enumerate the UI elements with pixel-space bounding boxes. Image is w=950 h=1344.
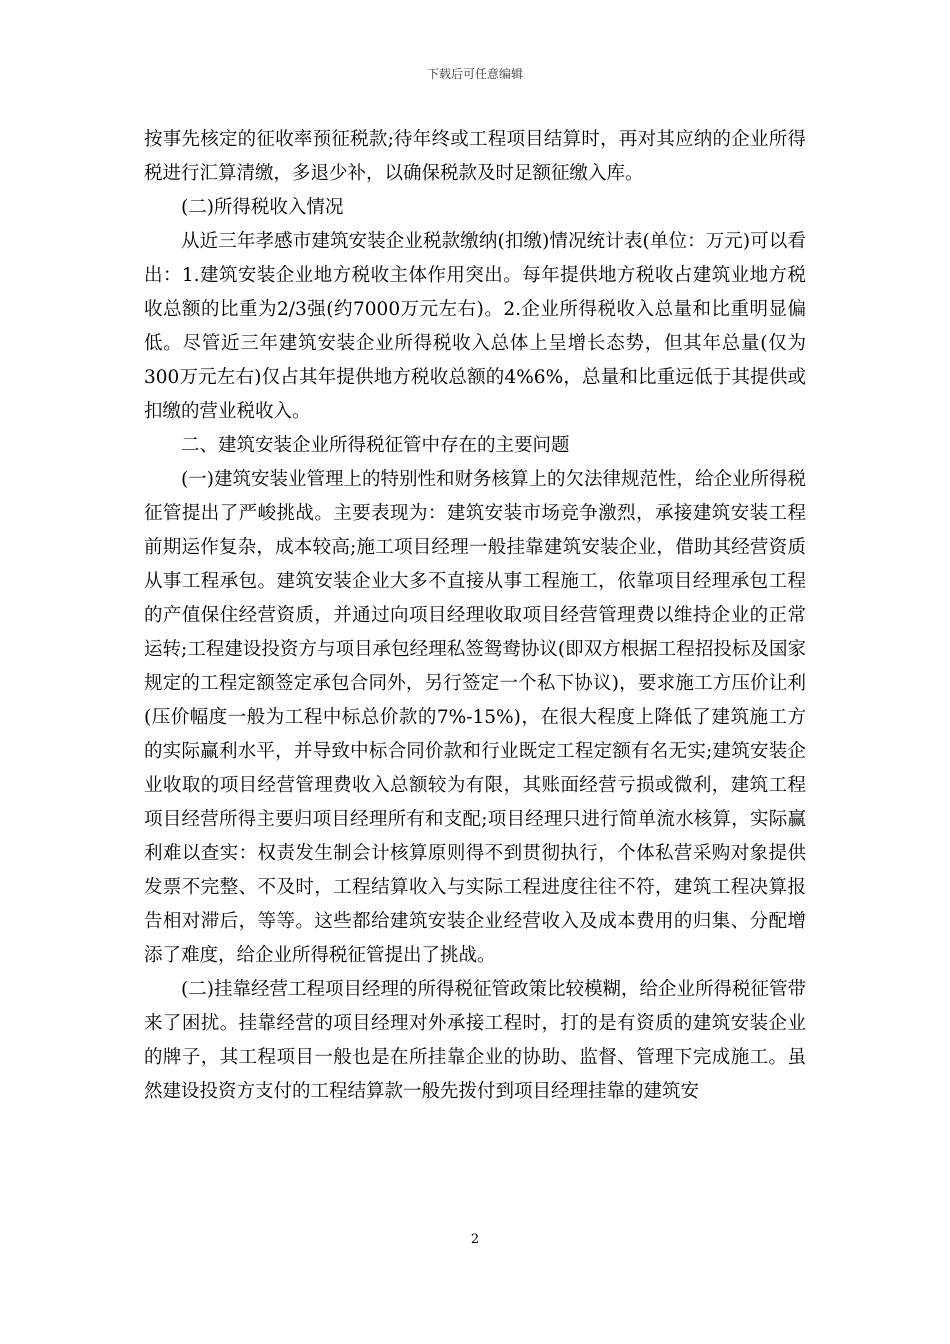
page-number: 2 <box>470 1232 480 1247</box>
section-heading-income: (二)所得税收入情况 <box>181 197 344 218</box>
paragraph-3: 从近三年孝感市建筑安装企业税款缴纳(扣缴)情况统计表(单位：万元)可以看出：1.建筑安装企业地方税收主体作用突出。每年提供地方税收占建筑业地方税收总额的比重为2/3强(约7000万元左右)。2.企业所得税收入总量和比重明显偏低。尽管近三年建筑安装企业所得税收入总体上呈增长态势，但其年总量(仅为300万元左右)仅占其年提供地方税收总额的4%6%，总量和比重远低于其提供或扣缴的营业税收入。 <box>144 231 806 422</box>
paragraph-5: (一)建筑安装业管理上的特别性和财务核算上的欠法律规范性，给企业所得税征管提出了严峻挑战。主要表现为：建筑安装市场竞争激烈，承接建筑安装工程前期运作复杂，成本较高;施工项目经理一般挂靠建筑安装企业，借助其经营资质从事工程承包。建筑安装企业大多不直接从事工程施工，依靠项目经理承包工程的产值保住经营资质，并通过向项目经理收取项目经营管理费以维持企业的正常运转;工程建设投资方与项目承包经理私签鸳鸯协议(即双方根据工程招投标及国家规定的工程定额签定承包合同外，另行签定一个私下协议)，要求施工方压价让利(压价幅度一般为工程中标总价款的7%-15%)，在很大程度上降低了建筑施工方的实际赢利水平，并导致中标合同价款和行业既定工程定额有名无实;建筑安装企业收取的项目经营管理费收入总额较为有限，其账面经营亏损或微利，建筑工程项目经营所得主要归项目经理所有和支配;项目经理只进行简单流水核算，实际赢利难以查实：权责发生制会计核算原则得不到贯彻执行，个体私营采购对象提供发票不完整、不及时，工程结算收入与实际工程进度往往不符，建筑工程决算报告相对滞后，等等。这些都给建筑安装企业经营收入及成本费用的归集、分配增添了难度，给企业所得税征管提出了挑战。 <box>144 469 806 966</box>
paragraph-1: 按事先核定的征收率预征税款;待年终或工程项目结算时，再对其应纳的企业所得税进行汇算清缴，多退少补，以确保税款及时足额征缴入库。 <box>144 129 806 184</box>
paragraph-6: (二)挂靠经营工程项目经理的所得税征管政策比较模糊，给企业所得税征管带来了困扰。挂靠经营的项目经理对外承接工程时，打的是有资质的建筑安装企业的牌子，其工程项目一般也是在所挂靠企业的协助、监督、管理下完成施工。虽然建设投资方支付的工程结算款一般先拨付到项目经理挂靠的建筑安 <box>144 979 806 1102</box>
section-heading-problems: 二、建筑安装企业所得税征管中存在的主要问题 <box>181 435 570 456</box>
document-body <box>144 123 806 1109</box>
page-header: 下载后可任意编辑 <box>426 67 523 81</box>
